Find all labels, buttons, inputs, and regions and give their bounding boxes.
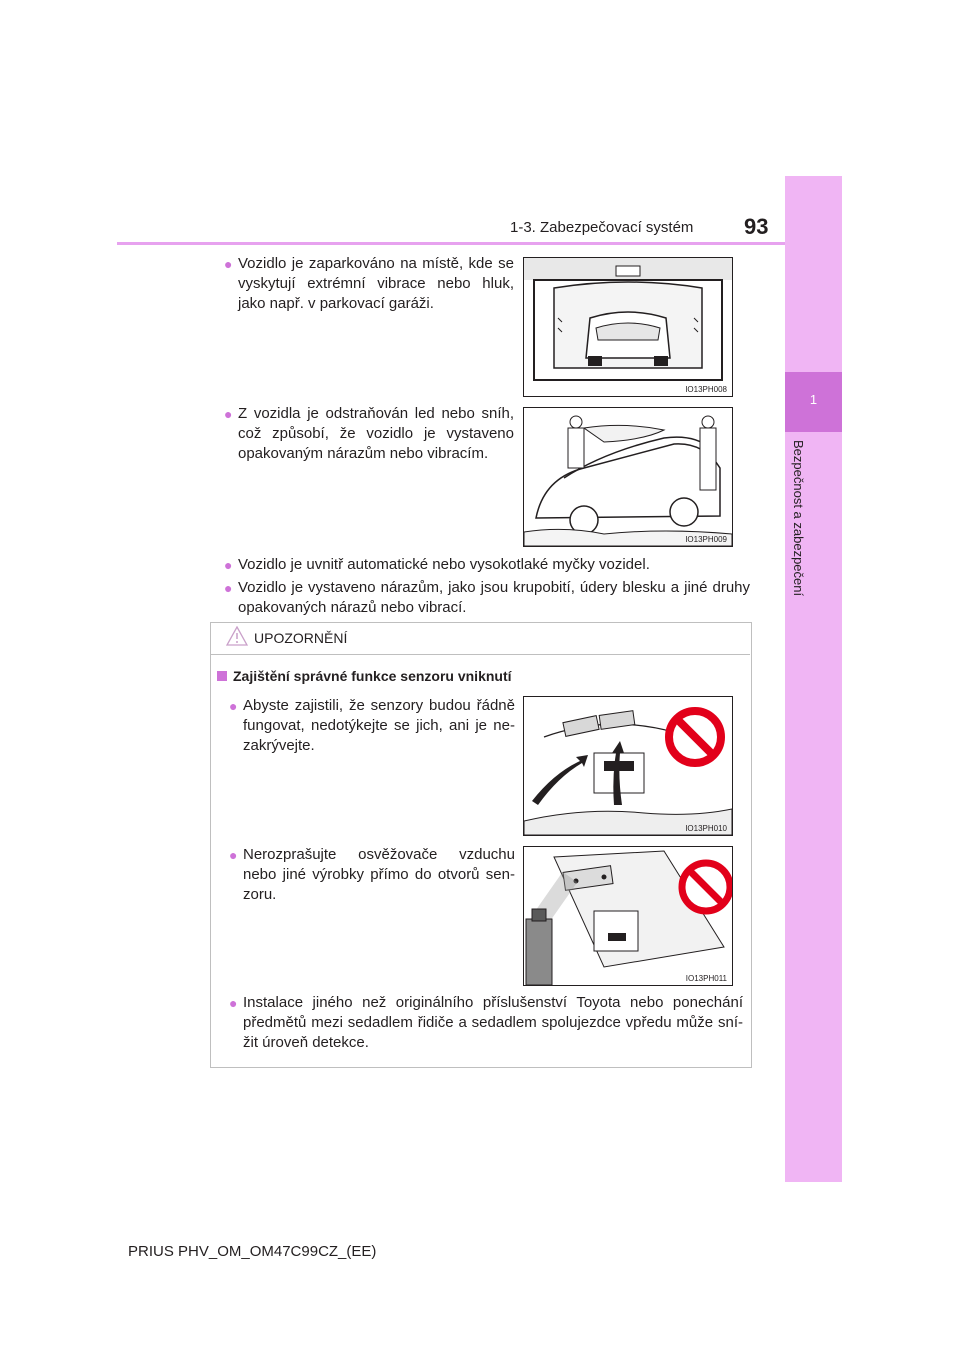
garage-car-illustration (524, 258, 732, 396)
chapter-side-tab (785, 176, 842, 1182)
bullet-dot-icon: ● (224, 406, 233, 422)
warning-triangle-icon (226, 626, 248, 646)
bullet-text: Vozidlo je zaparkováno na místě, kde se vyskytují extrémní vibrace nebo hluk, jako např. v parkovací garáži. (238, 255, 514, 312)
bullet-item (224, 578, 750, 618)
figure-code: IO13PH011 (685, 974, 727, 983)
warning-title: UPOZORNĚNÍ (254, 630, 348, 646)
square-bullet-icon (217, 671, 227, 681)
figure-code: IO13PH010 (685, 824, 727, 833)
warning-subheading (217, 668, 512, 684)
model-code-footer: PRIUS PHV_OM_OM47C99CZ_(EE) (128, 1243, 377, 1260)
bullet-item (224, 254, 514, 314)
warning-item (229, 993, 743, 1053)
bullet-dot-icon: ● (229, 995, 238, 1011)
warning-item-text: Instalace jiného než originálního příslušenství Toyota nebo ponechání předmětů mezi sedadlem řidiče a sedadlem spolujezdce vpředu může sní-žit úroveň detekce. (243, 994, 743, 1051)
warning-subheading-text: Zajištění správné funkce senzoru vniknutí (233, 668, 512, 684)
bullet-text: Vozidlo je vystaveno nárazům, jako jsou krupobití, údery blesku a jiné druhy opakovaných nárazů nebo vibrací. (238, 579, 750, 616)
figure-snow-removal (523, 407, 733, 547)
figure-sensors-do-not-touch (523, 696, 733, 836)
figure-code: IO13PH009 (685, 535, 727, 544)
sensor-illustration (524, 697, 732, 835)
header-divider (117, 242, 841, 245)
bullet-item (224, 555, 750, 575)
bullet-dot-icon: ● (229, 698, 238, 714)
bullet-text: Vozidlo je uvnitř automatické nebo vysokotlaké myčky vozidel. (238, 556, 650, 573)
chapter-label: Bezpečnost a zabezpečení (791, 440, 806, 597)
figure-code: IO13PH008 (685, 385, 727, 394)
bullet-dot-icon: ● (224, 256, 233, 272)
figure-no-spray (523, 846, 733, 986)
warning-item-text: Abyste zajistili, že senzory budou řádně fungovat, nedotýkejte se jich, ani je ne-zakrývejte. (243, 697, 515, 754)
bullet-text: Z vozidla je odstraňován led nebo sníh, což způsobí, že vozidlo je vystaveno opakovaným nárazům nebo vibracím. (238, 405, 514, 462)
warning-item (229, 845, 515, 905)
section-title: 1-3. Zabezpečovací systém (510, 219, 694, 236)
warning-item (229, 696, 515, 756)
bullet-dot-icon: ● (224, 557, 233, 573)
spray-illustration (524, 847, 732, 985)
warning-item-text: Nerozprašujte osvěžovače vzduchu nebo jiné výrobky přímo do otvorů sen-zoru. (243, 846, 515, 903)
figure-parking-garage (523, 257, 733, 397)
bullet-dot-icon: ● (224, 580, 233, 596)
bullet-dot-icon: ● (229, 847, 238, 863)
bullet-item (224, 404, 514, 464)
snow-removal-illustration (524, 408, 732, 546)
chapter-number: 1 (809, 392, 818, 407)
page-number: 93 (744, 214, 769, 239)
